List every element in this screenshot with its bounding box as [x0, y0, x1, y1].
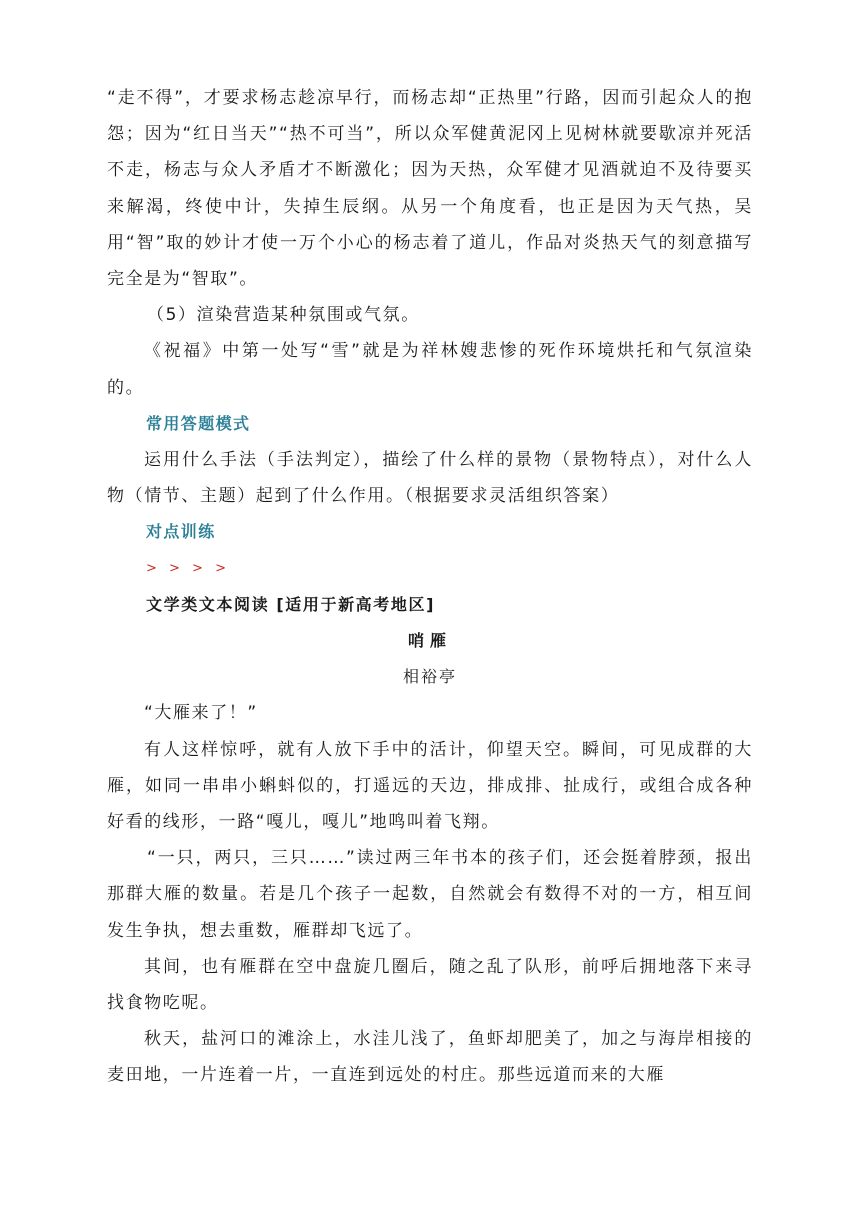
paragraph-autumn: 秋天，盐河口的滩涂上，水洼儿浅了，鱼虾却肥美了，加之与海岸相接的麦田地，一片连着一片，一直连到远处的村庄。那些远道而来的大雁 — [107, 1029, 753, 1086]
heading-answer-mode: 常用答题模式 — [146, 413, 251, 433]
paragraph-heat-analysis: “走不得”，才要求杨志趁凉早行，而杨志却“正热里”行路，因而引起众人的抱怨；因为“红日当天”“热不可当”，所以众军健黄泥冈上见树林就要歇凉并死活不走，杨志与众人矛盾才不断激化；因为天热，众军健才见酒就迫不及待要买来解渴，终使中计，失掉生辰纲。从另一个角度看，也正是因为天气热，吴用“智”取的妙计才使一万个小心的杨志着了道儿，作品对炎热天气的刻意描写完全是为“智取”。 — [107, 88, 753, 290]
paragraph-geese-arrive: “大雁来了！” — [144, 703, 258, 724]
paragraph-answer-template: 运用什么手法（手法判定），描绘了什么样的景物（景物特点），对什么人物（情节、主题）起到了什么作用。（根据要求灵活组织答案） — [107, 450, 753, 507]
paragraph-circling: 其间，也有雁群在空中盘旋几圈后，随之乱了队形，前呼后拥地落下来寻找食物吃呢。 — [107, 956, 753, 1014]
paragraph-point-5: （5）渲染营造某种氛围或气氛。 — [147, 305, 420, 326]
story-author: 相裕亭 — [402, 667, 457, 687]
arrow-marks: > > > > — [146, 560, 230, 576]
document-page — [107, 80, 753, 1094]
paragraph-looking-up: 有人这样惊呼，就有人放下手中的活计，仰望天空。瞬间，可见成群的大雁，如同一串串小蝌蚪似的，打遥远的天边，排成排、扯成行，或组合成各种好看的线形，一路“嘎儿，嘎儿”地鸣叫着飞翔。 — [107, 739, 753, 833]
heading-practice: 对点训练 — [146, 522, 216, 542]
paragraph-counting: “一只，两只，三只……”读过两三年书本的孩子们，还会挺着脖颈，报出那群大雁的数量。若是几个孩子一起数，自然就会有数得不对的一方，相互间发生争执，想去重数，雁群却飞远了。 — [107, 848, 753, 941]
story-title: 哨雁 — [407, 631, 452, 651]
section-title: 文学类文本阅读 [适用于新高考地区] — [146, 594, 435, 614]
paragraph-zhufu-example: 《祝福》中第一处写“雪”就是为祥林嫂悲惨的死作环境烘托和气氛渲染的。 — [107, 341, 753, 398]
